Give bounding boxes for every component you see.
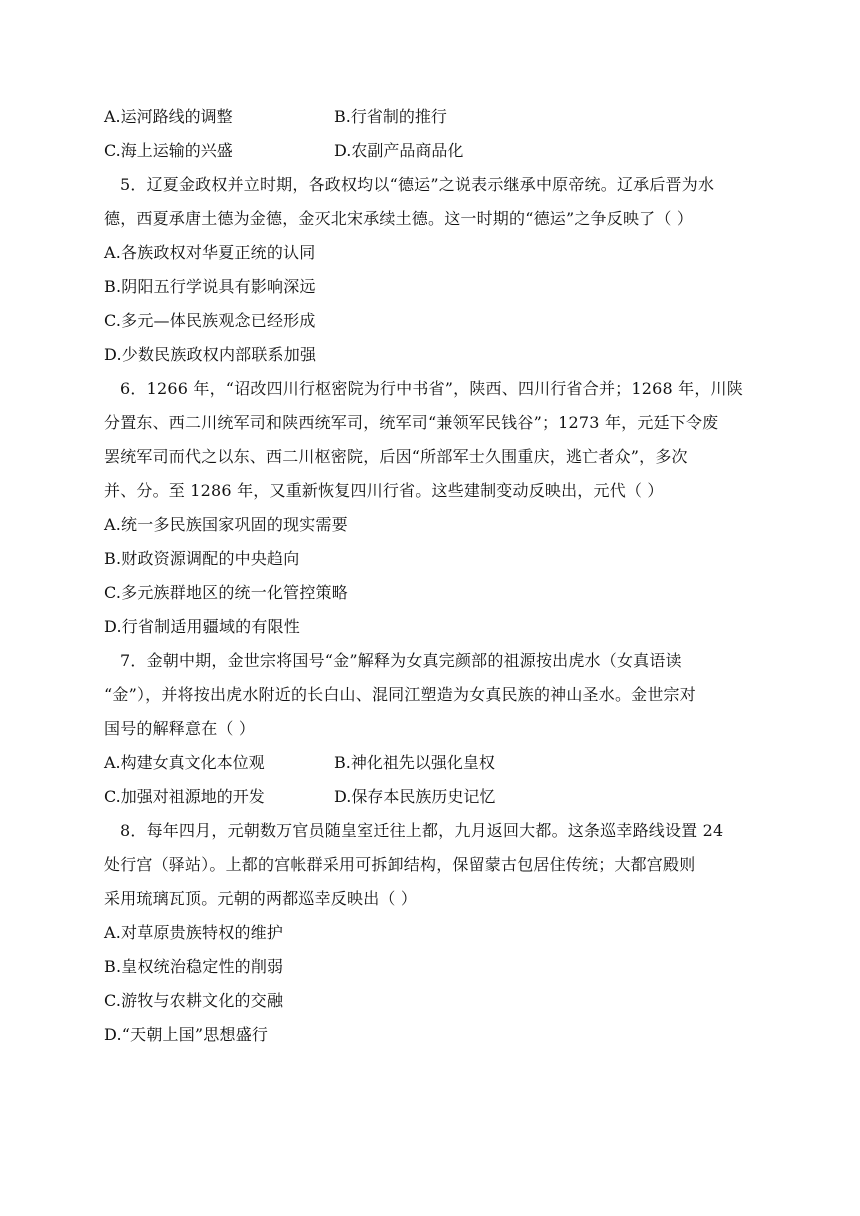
q6-stem-line-3: 罢统军司而代之以东、西二川枢密院，后因“所部军士久围重庆，逃亡者众”，多次 (104, 447, 688, 466)
q6-stem-line-4: 并、分。至 1286 年，又重新恢复四川行省。这些建制变动反映出，元代（ ） (104, 481, 664, 500)
q6-option-d: D.行省制适用疆域的有限性 (104, 617, 300, 636)
q8-option-d: D.“天朝上国”思想盛行 (104, 1025, 269, 1044)
q4-option-b: B.行省制的推行 (334, 107, 447, 126)
q4-options-row-1 (104, 100, 754, 134)
q7-options-row-1 (104, 746, 754, 780)
q7-option-c: C.加强对祖源地的开发 (104, 787, 265, 806)
q4-option-c: C.海上运输的兴盛 (104, 141, 233, 160)
q6-option-a: A.统一多民族国家巩固的现实需要 (104, 515, 348, 534)
q5-option-d: D.少数民族政权内部联系加强 (104, 345, 317, 364)
q6-option-b: B.财政资源调配的中央趋向 (104, 549, 300, 568)
q7-option-b: B.神化祖先以强化皇权 (334, 753, 495, 772)
q5-option-a: A.各族政权对华夏正统的认同 (104, 243, 316, 262)
q4-option-a: A.运河路线的调整 (104, 107, 233, 126)
q7-options-row-2 (104, 780, 754, 814)
q5-option-b: B.阴阳五行学说具有影响深远 (104, 277, 316, 296)
q4-options-row-2 (104, 134, 754, 168)
q5-stem-line-2: 德，西夏承唐土德为金德，金灭北宋承续土德。这一时期的“德运”之争反映了（ ） (104, 209, 694, 228)
q6-option-c: C.多元族群地区的统一化管控策略 (104, 583, 348, 602)
q7-stem-line-1: 7．金朝中期，金世宗将国号“金”解释为女真完颜部的祖源按出虎水（女真语读 (120, 651, 682, 670)
q8-option-c: C.游牧与农耕文化的交融 (104, 991, 284, 1010)
q7-option-d: D.保存本民族历史记忆 (334, 787, 496, 806)
q8-option-b: B.皇权统治稳定性的削弱 (104, 957, 284, 976)
question-content (104, 100, 754, 1052)
q8-stem-line-1: 8．每年四月，元朝数万官员随皇室迁往上都，九月返回大都。这条巡幸路线设置 24 (120, 821, 724, 840)
q7-option-a: A.构建女真文化本位观 (104, 753, 265, 772)
q7-stem-line-3: 国号的解释意在（ ） (104, 719, 256, 738)
q5-stem-line-1: 5．辽夏金政权并立时期，各政权均以“德运”之说表示继承中原帝统。辽承后晋为水 (120, 175, 715, 194)
q8-stem-line-2: 处行宫（驿站）。上都的宫帐群采用可拆卸结构，保留蒙古包居住传统；大都宫殿则 (104, 855, 696, 874)
q8-stem-line-3: 采用琉璃瓦顶。元朝的两都巡幸反映出（ ） (104, 889, 418, 908)
q8-option-a: A.对草原贵族特权的维护 (104, 923, 284, 942)
q5-option-c: C.多元—体民族观念已经形成 (104, 311, 316, 330)
q6-stem-line-2: 分置东、西二川统军司和陕西统军司，统军司“兼领军民钱谷”；1273 年，元廷下令废 (104, 413, 719, 432)
q6-stem-line-1: 6．1266 年，“诏改四川行枢密院为行中书省”，陕西、四川行省合并；1268 年，川陕 (120, 379, 743, 398)
q7-stem-line-2: “金”），并将按出虎水附近的长白山、混同江塑造为女真民族的神山圣水。金世宗对 (104, 685, 696, 704)
q4-option-d: D.农副产品商品化 (334, 141, 464, 160)
